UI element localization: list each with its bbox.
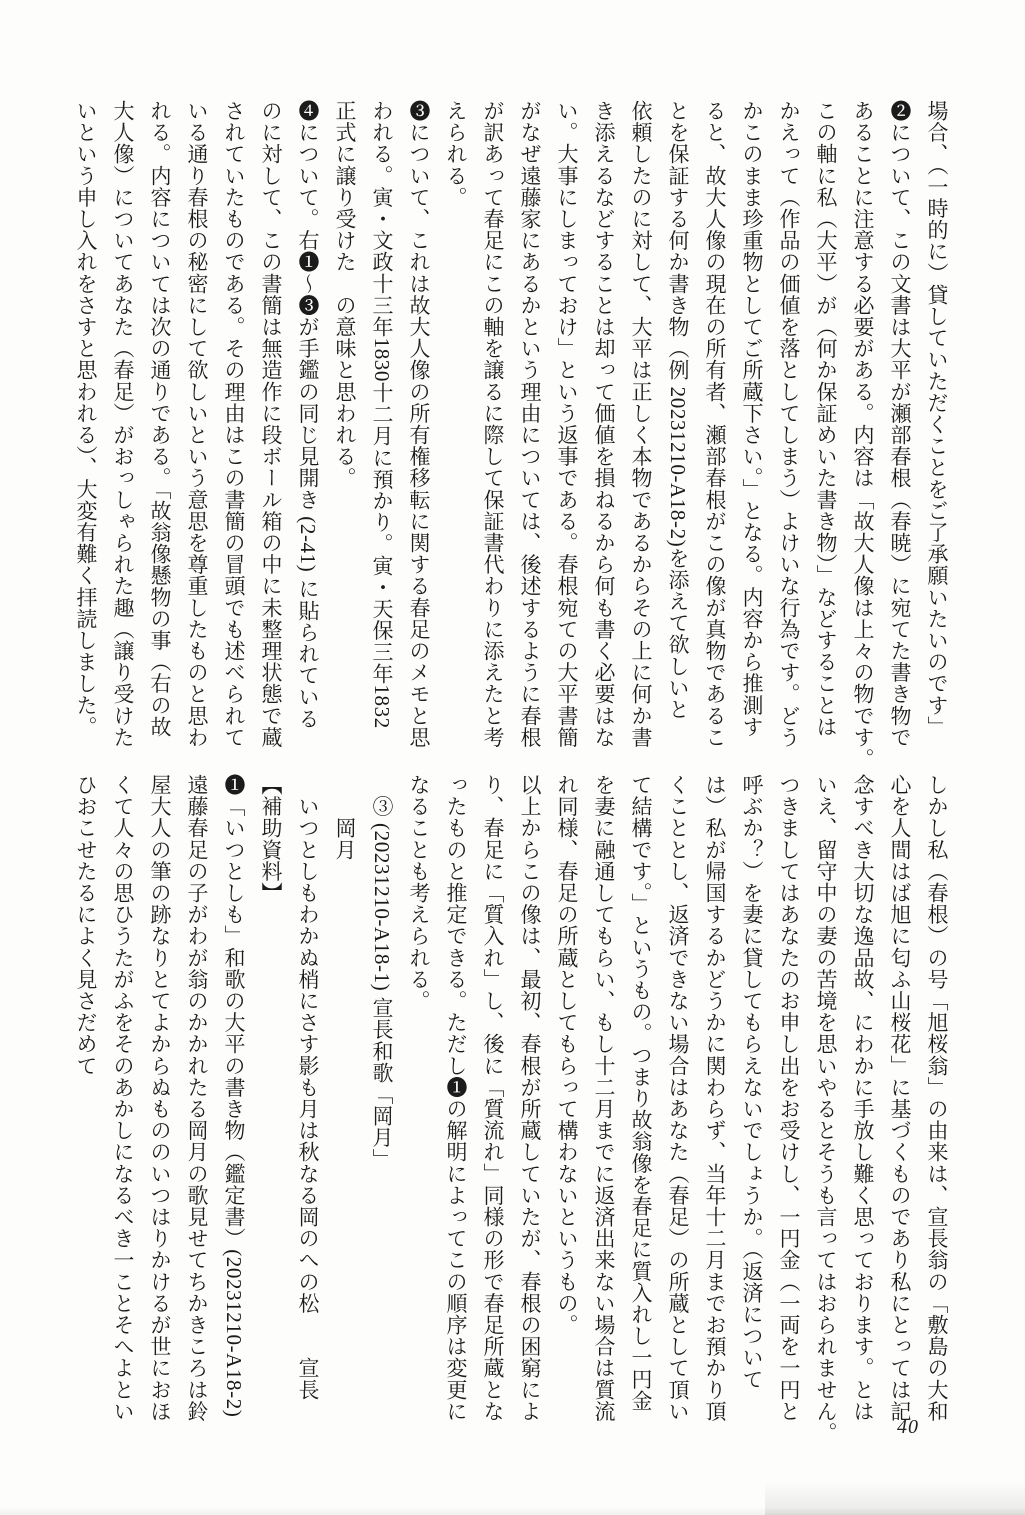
text-column: つきましてはあなたのお申し出をお受けし、一円金（一両を一円と bbox=[777, 774, 801, 1422]
text-column: なることも考えられる。 bbox=[407, 774, 431, 1012]
text-column: ったものと推定できる。ただし❶の解明によってこの順序は変更に bbox=[444, 774, 468, 1422]
text-column: 【補助資料】 bbox=[259, 774, 283, 904]
text-column: くて人々の思ひうたがふをそのあかしになるべき一ことそへよとい bbox=[111, 774, 135, 1422]
text-column: のに対して、この書簡は無造作に段ボール箱の中に未整理状態で蔵 bbox=[259, 100, 283, 748]
text-column: いという申し入れをさすと思われる）、大変有難く拝読しました。 bbox=[74, 100, 98, 738]
text-column: 遠藤春足の子がわが翁のかかれたる岡月の歌見せてちかきころは鈴 bbox=[185, 774, 209, 1422]
text-column: 念すべき大切な逸品故、にわかに手放し難く思っております。とは bbox=[851, 774, 875, 1422]
text-column: ❸について、これは故大人像の所有権移転に関する春足のメモと思 bbox=[407, 100, 431, 748]
text-column: れ同様、春足の所蔵としてもらって構わないというもの。 bbox=[555, 774, 579, 1336]
text-column: 大人像）についてあなた（春足）がおっしゃられた趣（譲り受けた bbox=[111, 100, 135, 748]
text-column: き添えるなどすることは却って価値を損ねるから何も書く必要はな bbox=[592, 100, 616, 748]
text-column: ❶「いつとしも」和歌の大平の書き物（鑑定書）(20231210-A18-2) bbox=[222, 774, 246, 1418]
text-column: かえって（作品の価値を落としてしまう）よけいな行為です。どう bbox=[777, 100, 801, 748]
text-column: を妻に融通してもらい、もし十二月までに返済出来ない場合は質流 bbox=[592, 774, 616, 1422]
text-column: 屋大人の筆の跡なりとてよからぬもののいつはりかけるが世におほ bbox=[148, 774, 172, 1422]
text-column: 正式に譲り受けた の意味と思われる。 bbox=[333, 100, 357, 489]
text-column: 以上からこの像は、最初、春根が所蔵していたが、春根の困窮によ bbox=[518, 774, 542, 1422]
text-column: とを保証する何か書き物（例 20231210-A18-2)を添えて欲しいと bbox=[666, 100, 690, 721]
text-column: いつとしもわかぬ梢にさす影も月は秋なる岡のへの松 宣長 bbox=[296, 774, 320, 1401]
text-column: り、春足に「質入れ」し、後に「質流れ」同様の形で春足所蔵とな bbox=[481, 774, 505, 1422]
top-text-block bbox=[67, 100, 955, 770]
text-column: われる。寅・文政十三年1830十二月に預かり。寅・天保三年1832 bbox=[370, 100, 394, 729]
text-column: がなぜ遠藤家にあるかという理由については、後述するように春根 bbox=[518, 100, 542, 748]
text-column: て結構です。」というもの。つまり故翁像を春足に質入れし一円金 bbox=[629, 774, 653, 1412]
text-column: えられる。 bbox=[444, 100, 468, 208]
text-column: されていたものである。その理由はこの書簡の冒頭でも述べられて bbox=[222, 100, 246, 748]
text-column: 呼ぶか？）を妻に貸してもらえないでしょうか。（返済について bbox=[740, 774, 764, 1390]
text-column: いえ、留守中の妻の苦境を思いやるとそうも言ってはおられません。 bbox=[814, 774, 838, 1444]
page-number: 40 bbox=[897, 1416, 919, 1438]
text-column: ると、故大人像の現在の所有者、瀬部春根がこの像が真物であるこ bbox=[703, 100, 727, 748]
text-column: ③ (20231210-A18-1) 宣長和歌「岡月」 bbox=[370, 774, 394, 1170]
text-column: が訳あって春足にこの軸を譲るに際して保証書代わりに添えたと考 bbox=[481, 100, 505, 748]
text-column: 岡月 bbox=[333, 774, 357, 861]
scan-corner-shadow bbox=[765, 1481, 1025, 1515]
text-column: ❹について。右❶～❸が手鑑の同じ見開き (2-41) に貼られている bbox=[296, 100, 320, 730]
scan-edge-shadow bbox=[0, 1507, 1025, 1515]
text-column: あることに注意する必要がある。内容は「故大人像は上々の物です。 bbox=[851, 100, 875, 770]
text-column: いる通り春根の秘密にして欲しいという意思を尊重したものと思わ bbox=[185, 100, 209, 748]
text-column: は）私が帰国するかどうかに関わらず、当年十二月までお預かり頂 bbox=[703, 774, 727, 1422]
text-column: ❷について、この文書は大平が瀬部春根（春暁）に宛てた書き物で bbox=[888, 100, 912, 748]
text-column: しかし私（春根）の号「旭桜翁」の由来は、宣長翁の「敷島の大和 bbox=[925, 774, 949, 1422]
text-column: この軸に私（大平）が（何か保証めいた書き物）」などすることは bbox=[814, 100, 838, 738]
text-column: ひおこせたるによく見さだめて bbox=[74, 774, 98, 1077]
text-column: くこととし、返済できない場合はあなた（春足）の所蔵として頂い bbox=[666, 774, 690, 1422]
text-column: れる。内容については次の通りである。「故翁像懸物の事（右の故 bbox=[148, 100, 172, 738]
text-column: い。大事にしまっておけ」という返事である。春根宛ての大平書簡 bbox=[555, 100, 579, 748]
text-column: 場合、（一時的に）貸していただくことをご了承願いたいのです」 bbox=[925, 100, 949, 738]
text-column: 心を人間はば旭に匂ふ山桜花」に基づくものであり私にとっては記 bbox=[888, 774, 912, 1422]
text-column: かこのまま珍重物としてご所蔵下さい。」となる。内容から推測す bbox=[740, 100, 764, 738]
text-column: 依頼したのに対して、大平は正しく本物であるからその上に何か書 bbox=[629, 100, 653, 748]
